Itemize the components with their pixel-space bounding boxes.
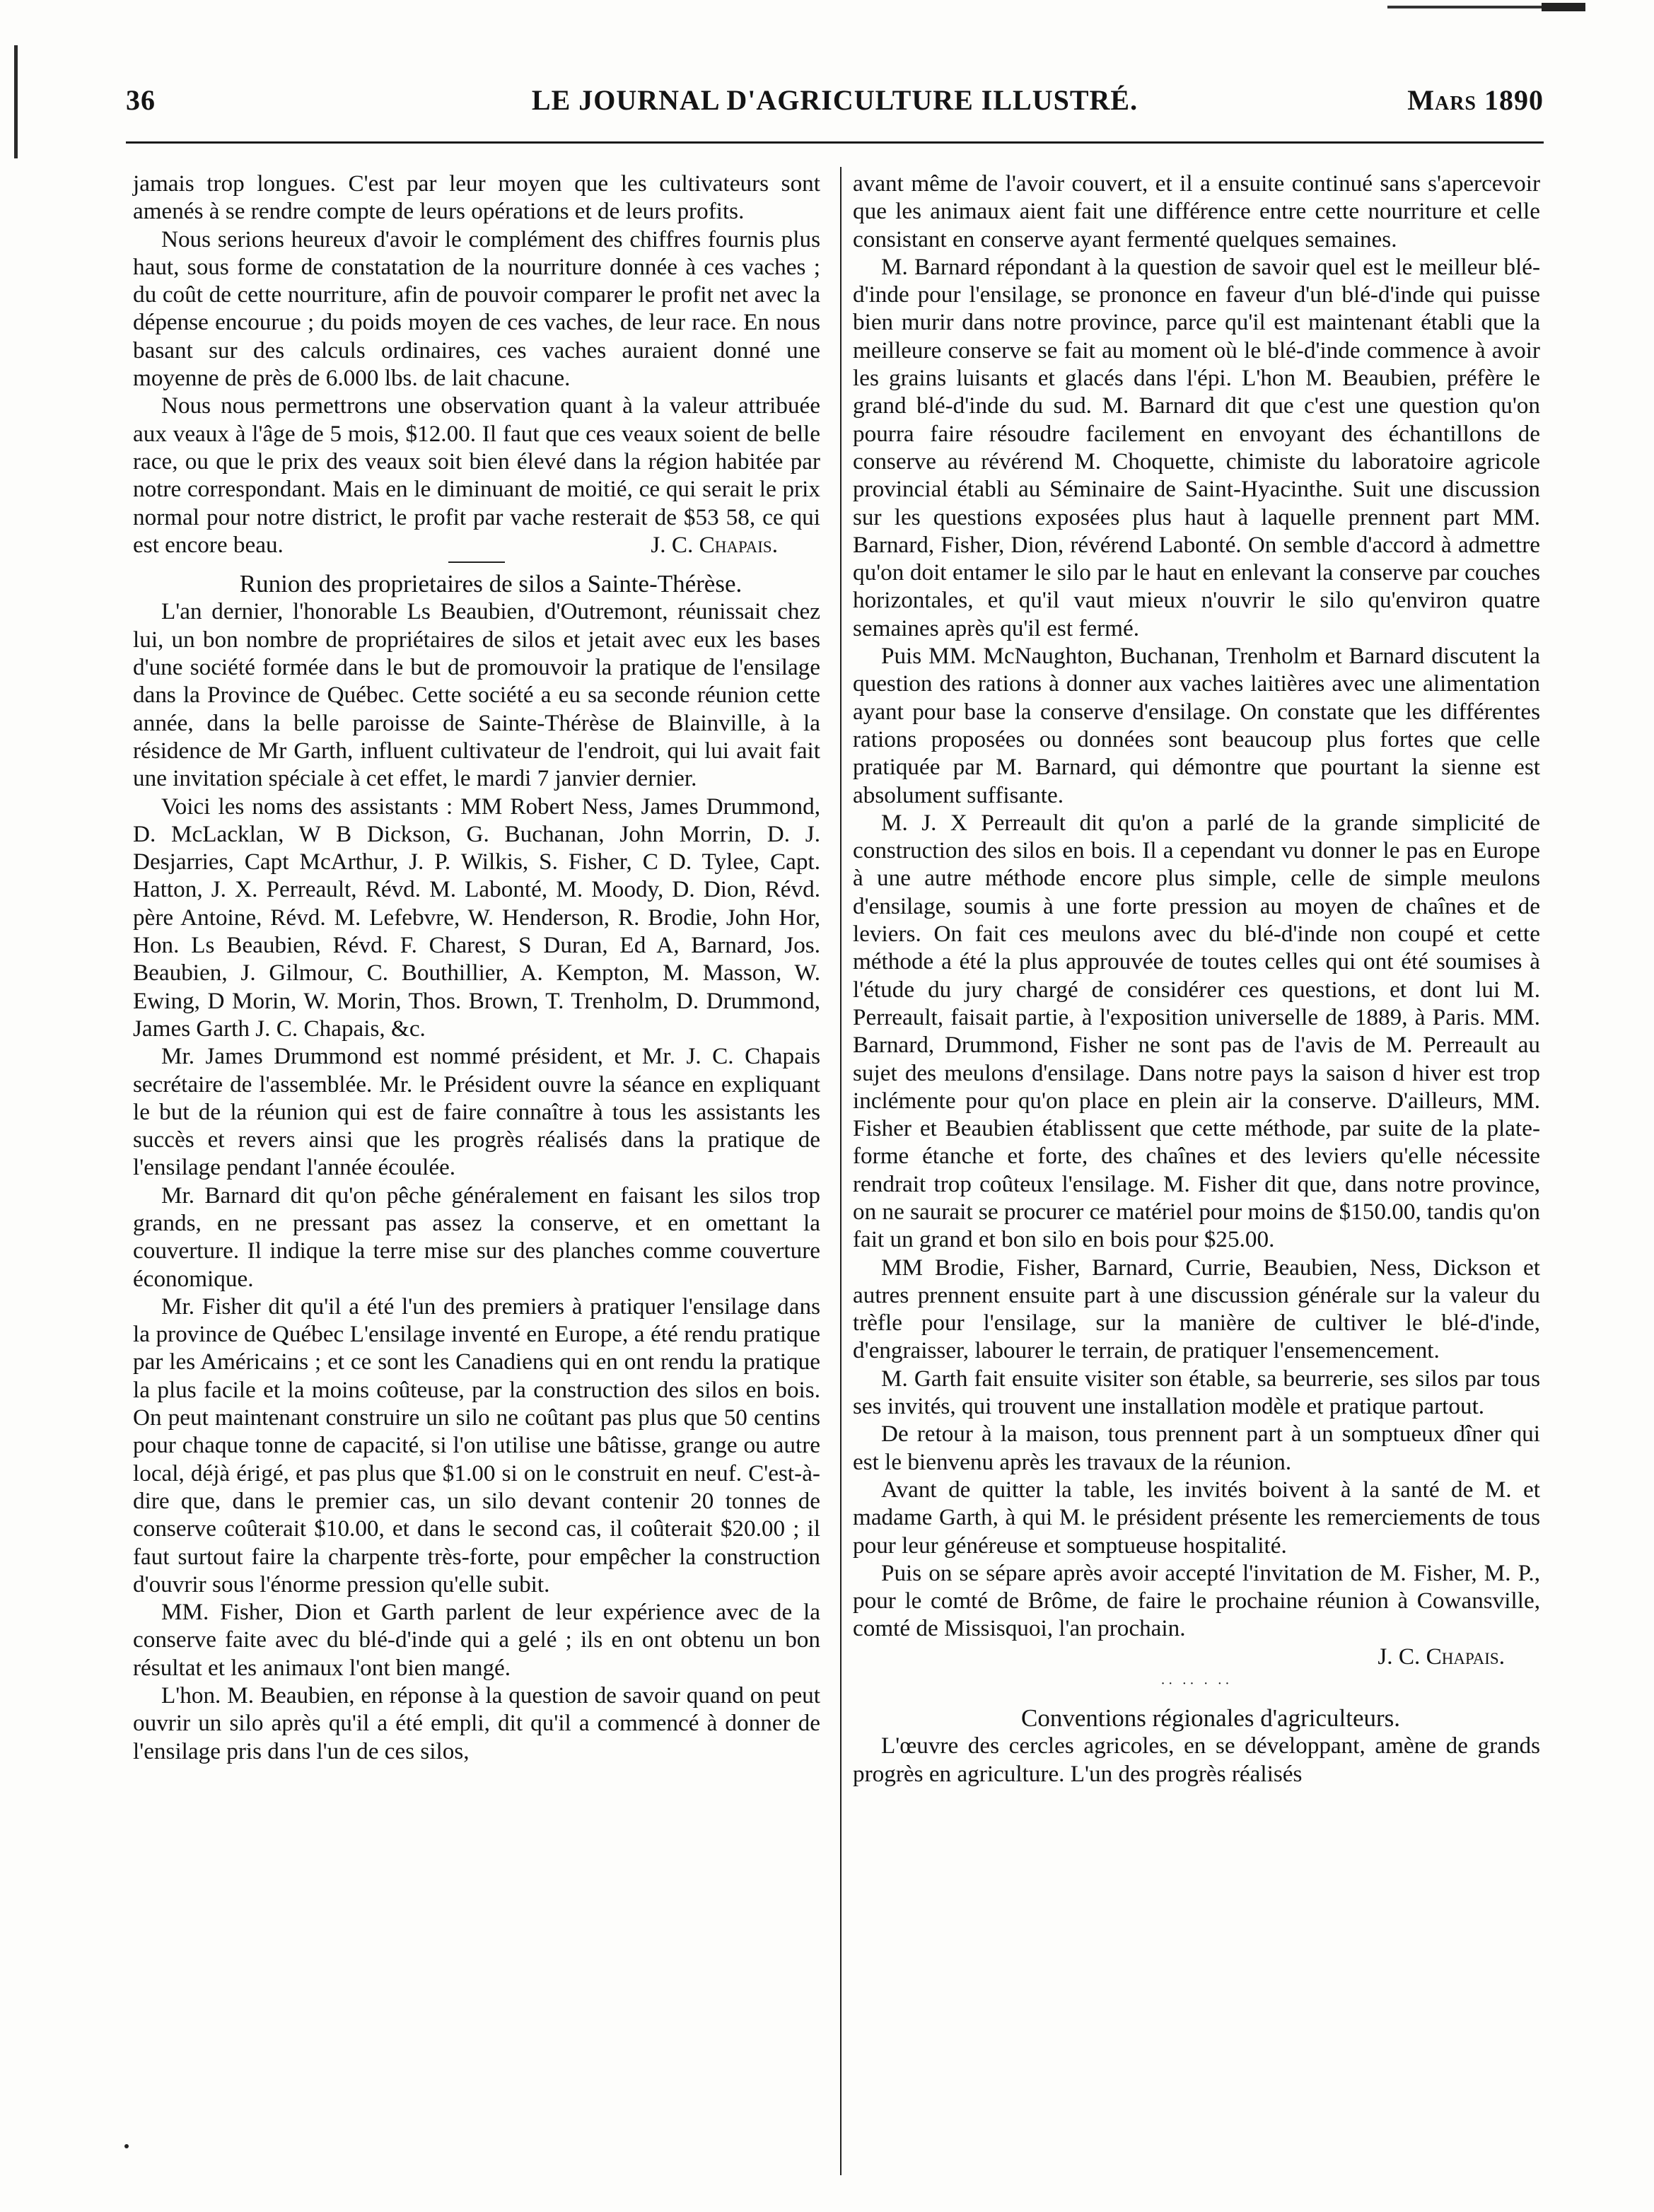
paragraph: L'œuvre des cercles agricoles, en se développant, amène de grands progrès en agriculture. L'un des progrès réalisés xyxy=(853,1733,1540,1787)
paragraph: Nous nous permettrons une observation quant à la valeur attribuée aux veaux à l'âge de 5 mois, $12.00. Il faut que ces veaux soient de belle race, ou que le prix des veaux soit bien élevé dans la région habitée par notre correspondant. Mais en le diminuant de moitié, ce qui serait le prix normal pour notre district, le profit par vache resterait de $53 58, ce qui est encore beau. xyxy=(133,392,820,558)
right-column xyxy=(853,170,1540,1788)
section-separator xyxy=(448,561,505,563)
paragraph: L'hon. M. Beaubien, en réponse à la question de savoir quand on peut ouvrir un silo après qu'il a été empli, dit qu'il a commencé à donner de l'ensilage pris dans l'un de ces silos, xyxy=(133,1682,820,1764)
paragraph: Avant de quitter la table, les invités boivent à la santé de M. et madame Garth, à qui M. le président présente les remerciements de tous pour leur généreuse et somptueuse hospitalité. xyxy=(853,1476,1540,1559)
paragraph: Puis MM. McNaughton, Buchanan, Trenholm et Barnard discutent la question des rations à donner aux vaches laitières avec une alimentation ayant pour base la conserve d'ensilage. On constate que les différentes rations proposées ou données sont beaucoup plus fortes que celle pratiquée par M. Barnard, qui démontre que pourtant la sienne est absolument suffisante. xyxy=(853,643,1540,808)
scan-edge-mark xyxy=(1542,3,1585,11)
paragraph: M. Garth fait ensuite visiter son étable, sa beurrerie, ses silos par tous ses invités, qui trouvent une installation modèle et pratique partout. xyxy=(853,1365,1540,1420)
journal-title: LE JOURNAL D'AGRICULTURE ILLUSTRÉ. xyxy=(531,84,1138,116)
page-number: 36 xyxy=(126,84,156,116)
paragraph: De retour à la maison, tous prennent part à un somptueux dîner qui est le bienvenu après les travaux de la réunion. xyxy=(853,1421,1540,1475)
paragraph: L'an dernier, l'honorable Ls Beaubien, d'Outremont, réunissait chez lui, un bon nombre de propriétaires de silos et jetait avec eux les bases d'une société formée dans le but de promouvoir la pratique de l'ensilage dans la Province de Québec. Cette société a eu sa seconde réunion cette année, dans la belle paroisse de Sainte-Thérèse de Blainville, à la résidence de Mr Garth, influent cultivateur de l'endroit, qui lui avait fait une invitation spéciale à cet effet, le mardi 7 janvier dernier. xyxy=(133,598,820,792)
paragraph: MM Brodie, Fisher, Barnard, Currie, Beaubien, Ness, Dickson et autres prennent ensuite part à une discussion générale sur la valeur du trèfle pour l'ensilage, sur la manière de cultiver le blé-d'inde, d'engraisser, labourer le terrain, de pratiquer l'ensemencement. xyxy=(853,1254,1540,1364)
section-heading: Conventions régionales d'agriculteurs. xyxy=(1020,1704,1401,1733)
section-heading: Runion des proprietaires de silos a Sainte-Thérèse. xyxy=(239,570,742,598)
paragraph: MM. Fisher, Dion et Garth parlent de leur expérience avec de la conserve faite avec du blé-d'inde qui a gelé ; ils en ont obtenu un bon résultat et les animaux l'ont bien mangé. xyxy=(133,1599,820,1681)
paragraph: avant même de l'avoir couvert, et il a ensuite continué sans s'apercevoir que les animaux aient fait une différence entre cette nourriture et celle consistant en conserve ayant fermenté quelques semaines. xyxy=(853,170,1540,252)
paragraph: Voici les noms des assistants : MM Robert Ness, James Drummond, D. McLacklan, W B Dickson, G. Buchanan, John Morrin, D. J. Desjarries, Capt McArthur, J. P. Wilkis, S. Fisher, C D. Tylee, Capt. Hatton, J. X. Perreault, Révd. M. Labonté, M. Moody, D. Dion, Révd. père Antoine, Révd. M. Lefebvre, W. Henderson, R. Brodie, John Hor, Hon. Ls Beaubien, Révd. F. Charest, S Duran, Ed A, Barnard, Jos. Beaubien, J. Gilmour, C. Bouthillier, A. Kempton, M. Masson, W. Ewing, D Morin, W. Morin, Thos. Brown, T. Trenholm, D. Drummond, James Garth J. C. Chapais, &c. xyxy=(133,793,820,1042)
paragraph: Nous serions heureux d'avoir le complément des chiffres fournis plus haut, sous forme de constatation de la nourriture donnée à ces vaches ; du coût de cette nourriture, afin de pouvoir comparer le profit net avec la dépense encourue ; du poids moyen de ces vaches, de leur race. En nous basant sur des calculs ordinaires, ces vaches auraient donné une moyenne de près de 6.000 lbs. de lait chacune. xyxy=(133,226,820,392)
section-separator: ·· ·· · ·· xyxy=(1160,1676,1233,1692)
paragraph: Mr. Fisher dit qu'il a été l'un des premiers à pratiquer l'ensilage dans la province de Québec L'ensilage inventé en Europe, a été rendu pratique par les Américains ; et ce sont les Canadiens qui en ont rendu la pratique la plus facile et la moins coûteuse, par la construction des silos en bois. On peut maintenant construire un silo ne coûtant pas plus que 50 centins pour chaque tonne de capacité, si l'on utilise une bâtisse, grange ou autre local, déjà érigé, et pas plus que $1.00 si on le construit en neuf. C'est-à-dire que, dans le premier cas, un silo devant contenir 20 tonnes de conserve coûterait $10.00, et dans le second cas, il coûterait $20.00 ; il faut surtout faire la charpente très-forte, pour empêcher la construction d'ouvrir sous l'énorme pression qu'elle subit. xyxy=(133,1293,820,1597)
ink-speck xyxy=(124,2144,129,2148)
left-column xyxy=(133,170,820,1765)
header-rule xyxy=(126,141,1544,144)
paragraph: Mr. Barnard dit qu'on pêche généralement en faisant les silos trop grands, en ne pressant pas assez la conserve, et en omettant la couverture. Il indique la terre mise sur des planches comme couverture économique. xyxy=(133,1182,820,1292)
paragraph: jamais trop longues. C'est par leur moyen que les cultivateurs sont amenés à se rendre compte de leurs opérations et de leurs profits. xyxy=(133,170,820,225)
issue-month: Mars 1890 xyxy=(1407,84,1544,116)
scan-edge-mark xyxy=(1387,6,1557,14)
paragraph: M. J. X Perreault dit qu'on a parlé de la grande simplicité de construction des silos en bois. Il a cependant vu donner le pas en Europe à une autre méthode encore plus simple, celle de simple meulons d'ensilage, soumis à une forte pression au moyen de chaînes et de leviers. On fait ces meulons avec du blé-d'inde non coupé et cette méthode a été la plus approuvée de toutes celles qui ont été soumises à l'étude du jury chargé de considérer ces questions, et dont lui M. Perreault, faisait partie, à l'exposition universelle de 1889, à Paris. MM. Barnard, Drummond, Fisher ne sont pas de l'avis de M. Perreault au sujet des meulons d'ensilage. Dans notre pays la saison d hiver est trop inclémente pour qu'on place en plein air la conserve. D'ailleurs, MM. Fisher et Beaubien établissent que cette méthode, par suite de la plate-forme étanche et forte, des chaînes et des leviers qu'elle nécessite rendrait trop coûteux l'ensilage. M. Fisher dit que, dans notre province, on ne saurait se procurer ce matériel pour moins de $150.00, tandis qu'on fait un grand et bon silo en bois pour $25.00. xyxy=(853,809,1540,1253)
paragraph: Mr. James Drummond est nommé président, et Mr. J. C. Chapais secrétaire de l'assemblée. Mr. le Président ouvre la séance en expliquant le but de la réunion qui est de faire connaître à tous les assistants les succès et revers ainsi que les progrès réalisés dans la pratique de l'ensilage pendant l'année écoulée. xyxy=(133,1043,820,1181)
scan-edge-mark xyxy=(14,45,18,158)
author-signature: J. C. Chapais. xyxy=(1378,1643,1505,1670)
author-signature: J. C. Chapais. xyxy=(651,531,778,558)
paragraph: M. Barnard répondant à la question de savoir quel est le meilleur blé-d'inde pour l'ensilage, se prononce en faveur d'un blé-d'inde qui puisse bien murir dans notre province, parce qu'il est maintenant établi que la meilleure conserve se fait au moment où le blé-d'inde commence à avoir les grains luisants et glacés dans l'épi. L'hon M. Beaubien, préfère le grand blé-d'inde du sud. M. Barnard dit que c'est une question qu'on pourra faire résoudre facilement en envoyant des échantillons de conserve au révérend M. Choquette, chimiste du laboratoire agricole provincial établi au Séminaire de Saint-Hyacinthe. Suit une discussion sur les questions exposées plus haut à laquelle prennent part MM. Barnard, Fisher, Dion, révérend Labonté. On semble d'accord à admettre qu'on doit entamer le silo par le haut en enlevant la conserve par couches horizontales, et qu'il vaut mieux n'ouvrir le silo qu'environ quatre semaines après qu'il est fermé. xyxy=(853,253,1540,641)
column-divider xyxy=(840,167,841,2175)
paragraph: Puis on se sépare après avoir accepté l'invitation de M. Fisher, M. P., pour le comté de Brôme, de faire le prochaine réunion à Cowansville, comté de Missisquoi, l'an prochain. xyxy=(853,1559,1540,1642)
page-header xyxy=(126,83,1544,126)
